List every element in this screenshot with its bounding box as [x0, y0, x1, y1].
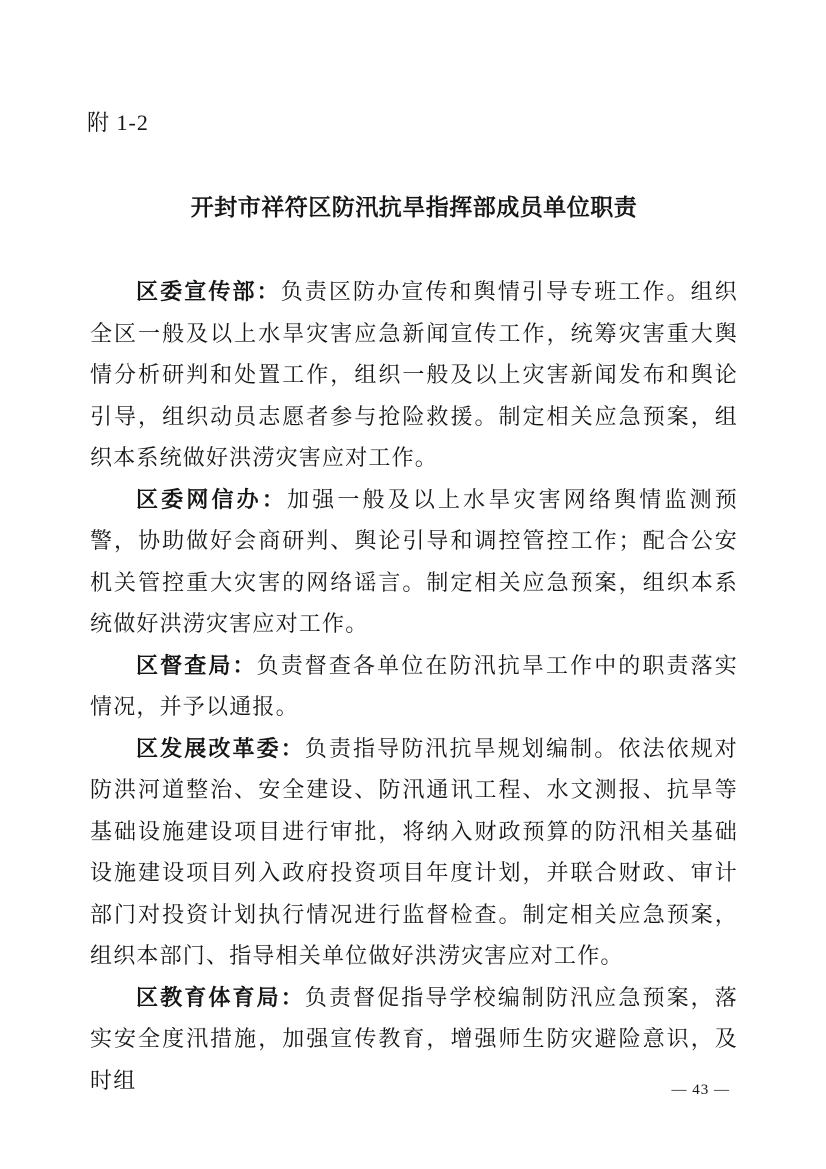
paragraph-development-reform-commission: [90, 728, 738, 977]
paragraph-lead: 区委网信办：: [136, 486, 287, 512]
paragraph-text: 负责区防办宣传和舆情引导专班工作。组织全区一般及以上水旱灾害应急新闻宣传工作，统筹灾害重大舆情分析研判和处置工作，组织一般及以上灾害新闻发布和舆论引导，组织动员志愿者参与抢险救援。制定相关应急预案，组织本系统做好洪涝灾害应对工作。: [90, 279, 738, 470]
paragraph-text: 负责督促指导学校编制防汛应急预案，落实安全度汛措施，加强宣传教育，增强师生防灾避险意识，及时组: [90, 984, 739, 1093]
paragraph-cyberspace-office: [90, 479, 738, 645]
page-number: — 43 —: [671, 1082, 730, 1098]
paragraph-text: 负责指导防汛抗旱规划编制。依法依规对防洪河道整治、安全建设、防汛通讯工程、水文测报、抗旱等基础设施建设项目进行审批，将纳入财政预算的防汛相关基础设施建设项目列入政府投资项目年度计划，并联合财政、审计部门对投资计划执行情况进行监督检查。制定相关应急预案，组织本部门、指导相关单位做好洪涝灾害应对工作。: [90, 735, 739, 968]
paragraph-lead: 区委宣传部：: [136, 279, 281, 304]
paragraph-propaganda-dept: [90, 271, 738, 479]
paragraph-education-sports-bureau: [90, 977, 738, 1102]
paragraph-lead: 区督查局：: [136, 652, 257, 678]
document-body: [90, 271, 738, 1101]
document-title: 开封市祥符区防汛抗旱指挥部成员单位职责: [190, 195, 638, 220]
attachment-label: 附 1-2: [87, 110, 149, 135]
paragraph-supervision-bureau: [90, 645, 738, 728]
paragraph-lead: 区发展改革委：: [136, 735, 305, 761]
paragraph-lead: 区教育体育局：: [136, 984, 305, 1010]
paragraph-text: 负责督查各单位在防汛抗旱工作中的职责落实情况，并予以通报。: [90, 652, 738, 719]
paragraph-text: 加强一般及以上水旱灾害网络舆情监测预警，协助做好会商研判、舆论引导和调控管控工作；配合公安机关管控重大灾害的网络谣言。制定相关应急预案，组织本系统做好洪涝灾害应对工作。: [90, 486, 739, 636]
